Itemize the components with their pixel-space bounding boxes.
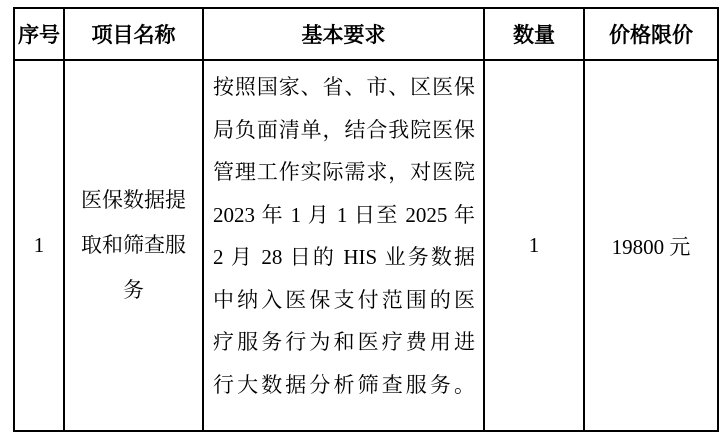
header-price-limit: 价格限价 <box>584 8 718 60</box>
requirement-line: 中纳入医保支付范围的医 <box>213 287 475 312</box>
cell-project-name <box>64 60 203 431</box>
table-header-row <box>14 8 718 60</box>
cell-quantity: 1 <box>484 60 584 431</box>
header-quantity: 数量 <box>484 8 584 60</box>
requirement-line: 2 月 28 日的 HIS 业务数据 <box>213 245 475 269</box>
project-name-line: 取和筛查服 <box>81 233 186 257</box>
header-project-name: 项目名称 <box>64 8 203 60</box>
table-row <box>14 60 718 431</box>
cell-price-limit: 19800 元 <box>584 60 718 431</box>
requirement-line: 管理工作实际需求，对医院 <box>213 160 475 184</box>
requirement-line: 疗服务行为和医疗费用进 <box>213 330 475 354</box>
requirement-line: 按照国家、省、市、区医保 <box>213 75 475 99</box>
requirement-line: 2023 年 1 月 1 日至 2025 年 <box>213 202 475 227</box>
requirement-line: 行大数据分析筛查服务。 <box>213 372 475 397</box>
header-basic-requirements: 基本要求 <box>203 8 484 60</box>
cell-basic-requirements <box>203 60 484 431</box>
project-name-line: 医保数据提 <box>81 188 186 212</box>
header-serial-number: 序号 <box>14 8 64 60</box>
requirement-line: 局负面清单，结合我院医保 <box>213 117 475 142</box>
procurement-items-table <box>13 7 719 432</box>
cell-serial-number: 1 <box>14 60 64 431</box>
project-name-line: 务 <box>123 278 144 302</box>
